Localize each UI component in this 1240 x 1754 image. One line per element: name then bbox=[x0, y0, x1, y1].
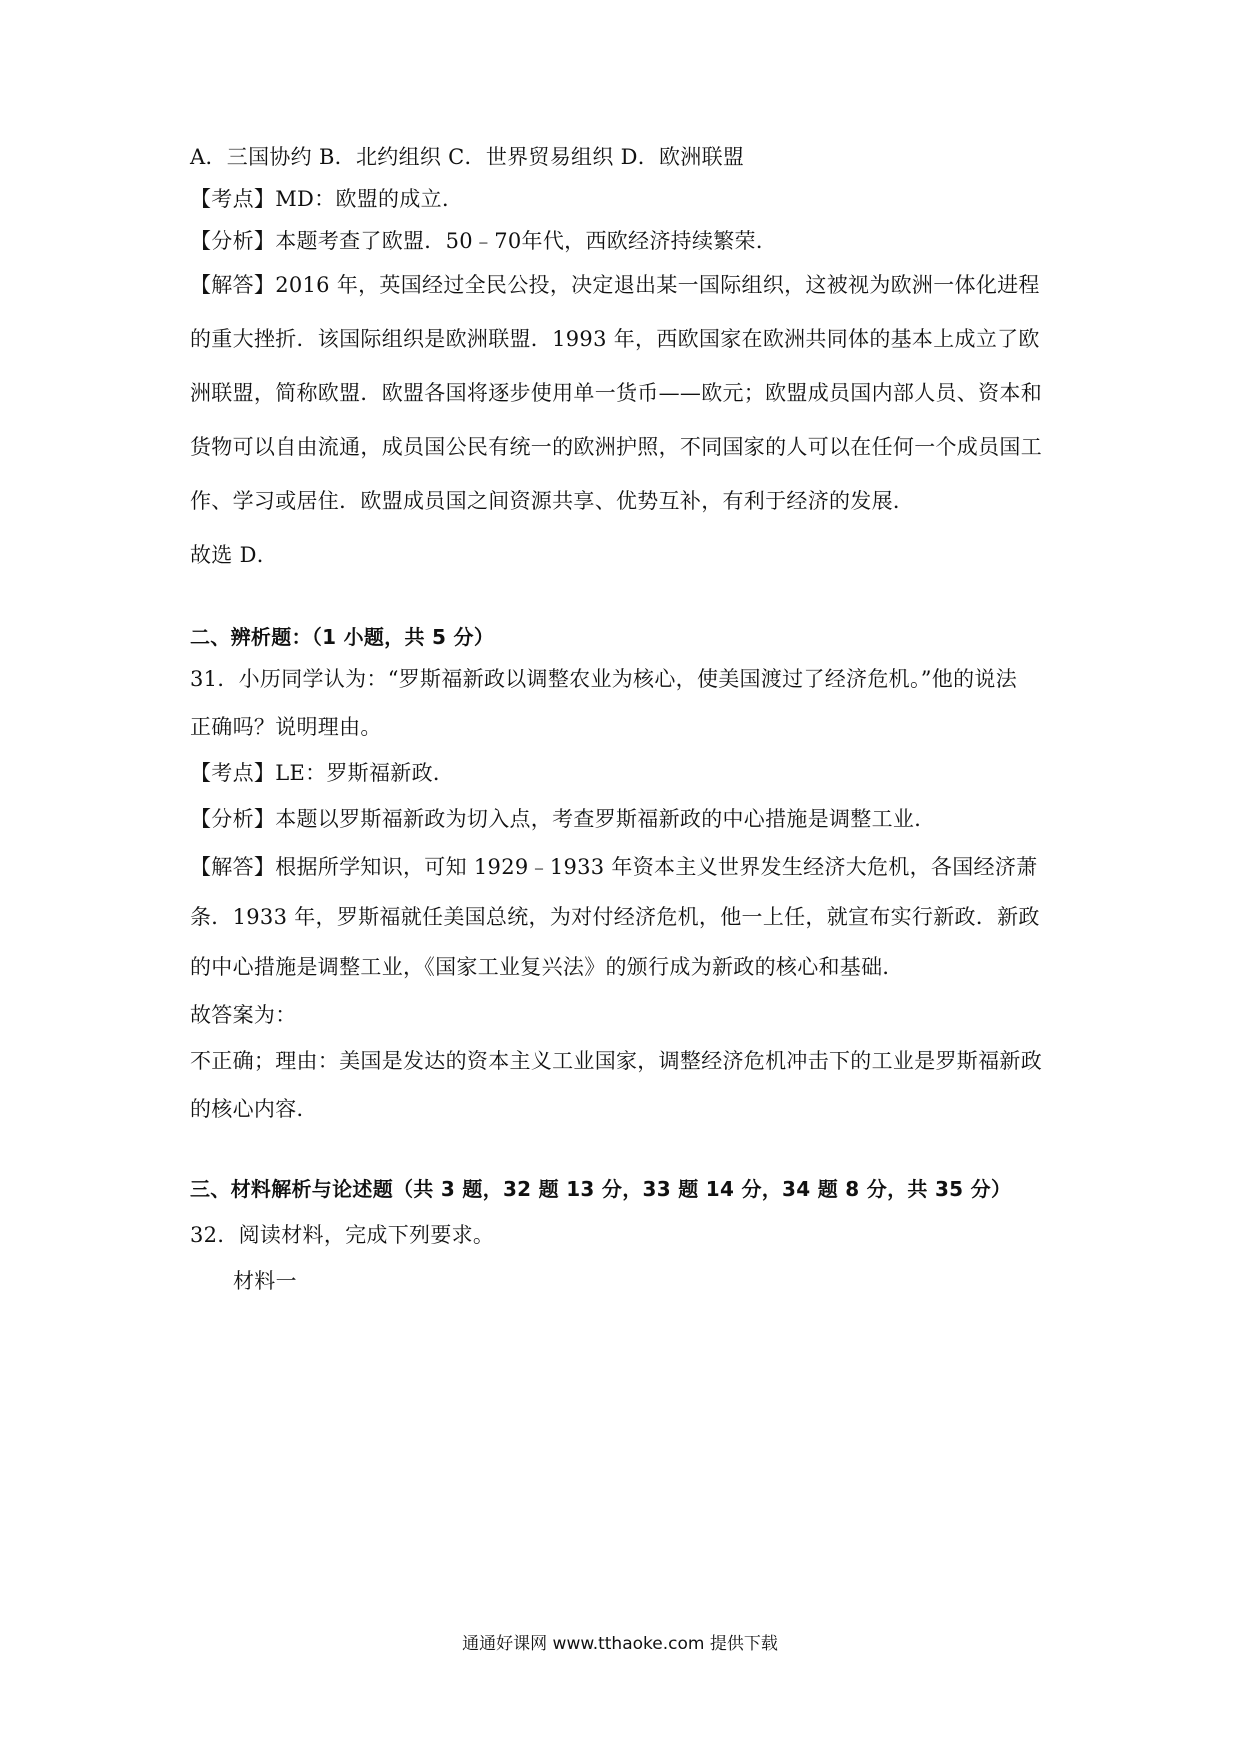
q31-jieda-line: 的中心措施是调整工业，《国家工业复兴法》的颁行成为新政的核心和基础． bbox=[190, 955, 904, 979]
q30-jieda-line: 货物可以自由流通，成员国公民有统一的欧洲护照，不同国家的人可以在任何一个成员国工 bbox=[190, 435, 1042, 459]
q30-options: A．三国协约 B．北约组织 C．世界贸易组织 D．欧洲联盟 bbox=[190, 145, 745, 169]
q31-fenxi: 【分析】本题以罗斯福新政为切入点，考查罗斯福新政的中心措施是调整工业． bbox=[190, 807, 936, 831]
q30-jieda-line: 【解答】2016 年，英国经过全民公投，决定退出某一国际组织，这被视为欧洲一体化进程 bbox=[190, 273, 1040, 297]
section3-heading: 三、材料解析与论述题（共 3 题，32 题 13 分，33 题 14 分，34 题 8 分，共 35 分） bbox=[190, 1177, 1012, 1201]
q30-jieda-line: 作、学习或居住．欧盟成员国之间资源共享、优势互补，有利于经济的发展． bbox=[190, 489, 915, 513]
q31-question-line: 31．小历同学认为：“罗斯福新政以调整农业为核心，使美国渡过了经济危机。”他的说法 bbox=[190, 667, 1017, 691]
q30-jieda-line: 洲联盟，简称欧盟．欧盟各国将逐步使用单一货币——欧元；欧盟成员国内部人员、资本和 bbox=[190, 381, 1042, 405]
q31-jieda-line: 条．1933 年，罗斯福就任美国总统，为对付经济危机，他一上任，就宣布实行新政．新政 bbox=[190, 905, 1040, 929]
q31-jieda-line: 【解答】根据所学知识，可知 1929﹣1933 年资本主义世界发生经济大危机，各国经济萧 bbox=[190, 855, 1038, 879]
q30-fenxi: 【分析】本题考查了欧盟．50﹣70年代，西欧经济持续繁荣． bbox=[190, 229, 778, 253]
q32-material-label: 材料一 bbox=[233, 1269, 297, 1293]
q31-answer-line: 不正确；理由：美国是发达的资本主义工业国家，调整经济危机冲击下的工业是罗斯福新政 bbox=[190, 1049, 1042, 1073]
q31-answer-line: 的核心内容． bbox=[190, 1097, 318, 1121]
q31-answer-intro: 故答案为： bbox=[190, 1003, 297, 1027]
page-footer: 通通好课网 www.tthaoke.com 提供下载 bbox=[462, 1634, 778, 1654]
q30-jieda-line: 的重大挫折．该国际组织是欧洲联盟．1993 年，西欧国家在欧洲共同体的基本上成立了欧 bbox=[190, 327, 1040, 351]
q31-kaodian: 【考点】LE：罗斯福新政． bbox=[190, 761, 455, 785]
q32-question: 32．阅读材料，完成下列要求。 bbox=[190, 1223, 495, 1247]
q31-question-line: 正确吗？说明理由。 bbox=[190, 715, 382, 739]
q30-kaodian: 【考点】MD：欧盟的成立． bbox=[190, 187, 464, 211]
section2-heading: 二、辨析题：（1 小题，共 5 分） bbox=[190, 625, 495, 649]
q30-answer: 故选 D． bbox=[190, 543, 279, 567]
